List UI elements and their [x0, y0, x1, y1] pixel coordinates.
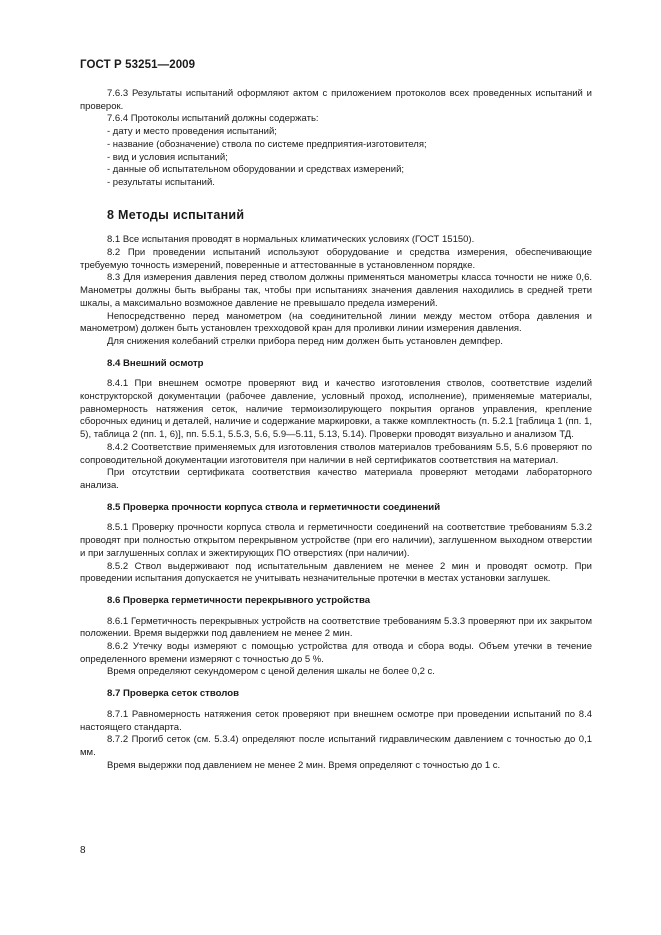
paragraph-8-5-1: 8.5.1 Проверку прочности корпуса ствола и герметичности соединений на соответствие требованиям 5.3.2 проводят при полностью открытом перекрывном устройстве (при его наличии), заглушенном выходном отверстии и при заглушенных соплах и эжектирующих ПО отверстиях (при наличии).	[80, 522, 592, 559]
section-8-6-heading: 8.6 Проверка герметичности перекрывного устройства	[107, 594, 371, 606]
list-item: - дату и место проведения испытаний;	[107, 126, 277, 138]
paragraph-8-4-2-lab: При отсутствии сертификата соответствия качество материала проверяют методами лабораторного анализа.	[80, 467, 592, 491]
paragraph-8-6-2-stopwatch: Время определяют секундомером с ценой деления шкалы не более 0,2 с.	[107, 666, 435, 678]
paragraph-8-3-manometer: Непосредственно перед манометром (на соединительной линии между местом отбора давления и манометром) должен быть установлен трехходовой кран для проливки линии измерения давления.	[80, 310, 592, 335]
document-header: ГОСТ Р 53251—2009	[80, 59, 196, 71]
section-8-4-heading: 8.4 Внешний осмотр	[107, 357, 204, 369]
paragraph-8-2: 8.2 При проведении испытаний используют оборудование и средства измерения, обеспечивающие требуемую точность измерений, поверенные и аттестованные в установленном порядке.	[80, 247, 592, 271]
paragraph-8-6-1: 8.6.1 Герметичность перекрывных устройств на соответствие требованиям 5.3.3 проверяют при их закрытом положении. Время выдержки под давлением не менее 2 мин.	[80, 615, 592, 640]
paragraph-7-6-4: 7.6.4 Протоколы испытаний должны содержать:	[107, 113, 319, 125]
section-8-heading: 8 Методы испытаний	[107, 207, 245, 222]
paragraph-8-1: 8.1 Все испытания проводят в нормальных климатических условиях (ГОСТ 15150).	[107, 234, 475, 246]
paragraph-7-6-3: 7.6.3 Результаты испытаний оформляют актом с приложением протоколов всех проведенных испытаний и проверок.	[80, 88, 592, 112]
paragraph-8-7-2-time: Время выдержки под давлением не менее 2 мин. Время определяют с точностью до 1 с.	[107, 759, 501, 771]
list-item: - название (обозначение) ствола по системе предприятия-изготовителя;	[107, 138, 427, 150]
paragraph-8-3-damper: Для снижения колебаний стрелки прибора перед ним должен быть установлен демпфер.	[107, 335, 503, 347]
document-body	[80, 88, 592, 772]
paragraph-8-4-1: 8.4.1 При внешнем осмотре проверяют вид и качество изготовления стволов, соответствие изделий конструкторской документации (рабочее давление, условный проход, исполнение), применяемые материалы, равномерность натяжения сеток, наличие термоизолирующего покрытия органов управления, крепление сборочных единиц и деталей, наличие и содержание маркировки, а также комплектность (п. 5.2.1 [таблица 1 (пп. 1, 5), таблица 2 (пп. 1, 6)], пп. 5.5.1, 5.5.3, 5.6, 5.9—5.11, 5.13, 5.14). Проверки проводят визуально и анализом ТД.	[80, 378, 592, 441]
paragraph-8-3: 8.3 Для измерения давления перед стволом должны применяться манометры класса точности не ниже 0,6. Манометры должны быть выбраны так, чтобы при испытаниях значения давления находились в средней трети шкалы, а максимально возможное давление не превышало предела измерений.	[80, 272, 592, 309]
paragraph-8-5-2: 8.5.2 Ствол выдерживают под испытательным давлением не менее 2 мин и проводят осмотр. При проведении испытания допускается не учитывать незначительные протечки в местах установки заглушек.	[80, 560, 592, 585]
list-item: - вид и условия испытаний;	[107, 151, 228, 163]
section-8-7-heading: 8.7 Проверка сеток стволов	[107, 688, 239, 700]
page-number: 8	[80, 845, 86, 856]
list-item: - результаты испытаний.	[107, 176, 215, 188]
paragraph-8-7-2: 8.7.2 Прогиб сеток (см. 5.3.4) определяют после испытаний гидравлическим давлением с точностью до 0,1 мм.	[80, 734, 592, 758]
section-8-5-heading: 8.5 Проверка прочности корпуса ствола и герметичности соединений	[107, 501, 441, 513]
paragraph-8-6-2: 8.6.2 Утечку воды измеряют с помощью устройства для отвода и сбора воды. Объем утечки в течение определенного времени измеряют с точностью до 5 %.	[80, 641, 592, 665]
list-item: - данные об испытательном оборудовании и средствах измерений;	[107, 164, 405, 176]
paragraph-8-4-2: 8.4.2 Соответствие применяемых для изготовления стволов материалов требованиям 5.5, 5.6 проверяют по сопроводительной документации изготовителя при наличии в ней сертификатов соответствия на материал.	[80, 441, 592, 466]
paragraph-8-7-1: 8.7.1 Равномерность натяжения сеток проверяют при внешнем осмотре при проведении испытаний по 8.4 настоящего стандарта.	[80, 708, 592, 733]
